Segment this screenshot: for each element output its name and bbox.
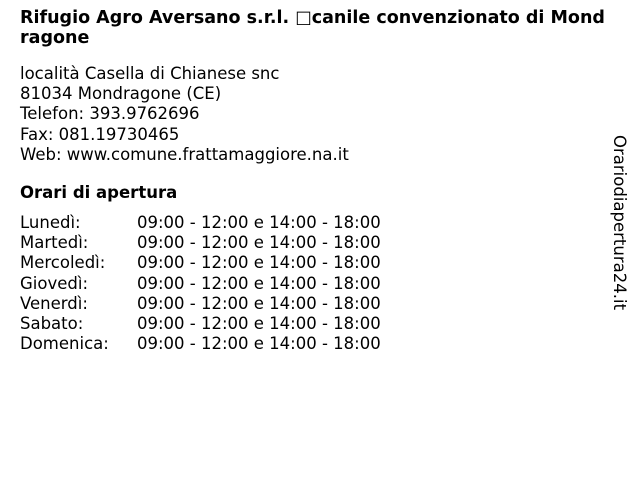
day-label: Giovedì:: [20, 273, 88, 293]
address-block: [20, 64, 610, 165]
address-line-1: località Casella di Chianese snc: [20, 64, 280, 83]
time-range: 09:00 - 12:00 e 14:00 - 18:00: [137, 273, 381, 293]
business-card: [20, 8, 610, 354]
phone-line: Telefon: 393.9762696: [20, 104, 200, 124]
time-range: 09:00 - 12:00 e 14:00 - 18:00: [137, 313, 381, 333]
hours-row: [20, 213, 610, 233]
web-line[interactable]: Web: www.comune.frattamaggiore.na.it: [20, 144, 349, 164]
hours-row: [20, 314, 610, 334]
day-label: Martedì:: [20, 233, 89, 253]
day-label: Domenica:: [20, 334, 109, 354]
hours-heading: Orari di apertura: [20, 183, 178, 203]
day-label: Lunedì:: [20, 213, 81, 233]
hours-row: [20, 294, 610, 314]
time-range: 09:00 - 12:00 e 14:00 - 18:00: [137, 213, 381, 233]
place-name: Rifugio Agro Aversano s.r.l. □canile convenzionato di Mondragone: [20, 8, 605, 48]
hours-row: [20, 233, 610, 253]
fax-line: Fax: 081.19730465: [20, 124, 180, 144]
site-watermark: Orariodiapertura24.it: [610, 135, 629, 311]
hours-row: [20, 334, 610, 354]
time-range: 09:00 - 12:00 e 14:00 - 18:00: [137, 293, 381, 313]
time-range: 09:00 - 12:00 e 14:00 - 18:00: [137, 334, 381, 354]
hours-table: [20, 213, 610, 354]
time-range: 09:00 - 12:00 e 14:00 - 18:00: [137, 253, 381, 273]
day-label: Venerdì:: [20, 293, 88, 313]
hours-row: [20, 274, 610, 294]
time-range: 09:00 - 12:00 e 14:00 - 18:00: [137, 233, 381, 253]
day-label: Mercoledì:: [20, 253, 106, 273]
hours-row: [20, 253, 610, 273]
address-line-2: 81034 Mondragone (CE): [20, 84, 222, 104]
day-label: Sabato:: [20, 313, 84, 333]
